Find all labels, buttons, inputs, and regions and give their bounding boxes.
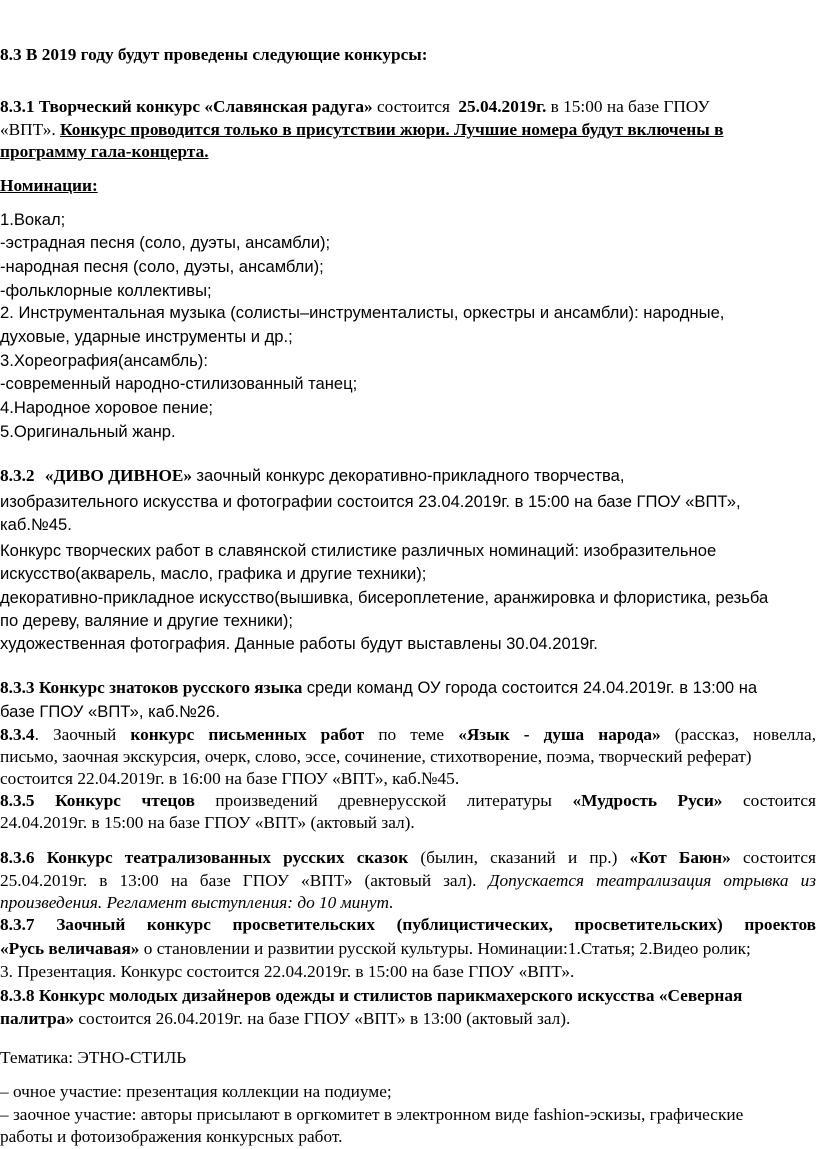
contest-836-italic: Допускается театрализация отрывка из <box>488 871 816 890</box>
nomination-item: 4.Народное хоровое пение; <box>0 398 214 417</box>
contest-831-number: 8.3.1 <box>0 97 35 116</box>
contest-831-note: Конкурс проводится только в присутствии жюри. Лучшие номера будут включены в <box>60 120 724 139</box>
contest-838-title: Конкурс молодых дизайнеров одежды и стилистов парикмахерского искусства «Северная <box>38 986 743 1005</box>
nomination-item: 2. Инструментальная музыка (солисты–инструменталисты, оркестры и ансамбли): народные, <box>0 303 725 322</box>
theme-line: Тематика: ЭТНО-СТИЛЬ <box>0 1048 187 1067</box>
contest-836-number: 8.3.6 <box>0 848 35 867</box>
contest-834-line-1: 8.3.4. Заочный конкурс письменных работ по теме «Язык - душа народа» (рассказ, новелла, <box>0 725 816 744</box>
contest-836-text: (былин, сказаний и пр.) <box>420 848 618 867</box>
contest-831-text: состоится <box>377 97 451 116</box>
contest-831-date: 25.04.2019г. <box>458 97 547 116</box>
contest-833-line-1 <box>0 677 757 699</box>
contest-837-line-2 <box>0 938 751 960</box>
contest-832-line: по дереву, валяние и другие техники); <box>0 611 294 630</box>
contest-832-number: 8.3.2 <box>0 466 35 485</box>
nomination-item: духовые, ударные инструменты и др.; <box>0 327 293 346</box>
contest-834-theme: «Язык - душа народа» <box>458 725 661 744</box>
contest-836-text: 25.04.2019г. в 13:00 на базе ГПОУ «ВПТ» (актовый зал). <box>0 871 477 890</box>
contest-834-text: Заочный <box>52 725 117 744</box>
contest-837-line-1 <box>0 914 816 936</box>
contest-837-title: Заочный конкурс просветительских (публицистических, просветительских) проектов <box>56 915 816 934</box>
contest-832-line: художественная фотография. Данные работы будут выставлены 30.04.2019г. <box>0 634 598 653</box>
contest-834-number: 8.3.4 <box>0 725 35 744</box>
contest-831-line-1 <box>0 96 710 118</box>
contest-836-theme: «Кот Баюн» <box>629 848 731 867</box>
contest-836-title: Конкурс театрализованных русских сказок <box>46 848 409 867</box>
contest-831-place: в 15:00 на базе ГПОУ <box>550 97 710 116</box>
contest-832-line: изобразительного искусства и фотографии состоится 23.04.2019г. в 15:00 на базе ГПОУ «ВПТ», <box>0 492 741 511</box>
nomination-item: 1.Вокал; <box>0 210 66 229</box>
contest-835-line-2: 24.04.2019г. в 15:00 на базе ГПОУ «ВПТ» (актовый зал). <box>0 813 415 832</box>
contest-837-number: 8.3.7 <box>0 915 35 934</box>
contest-835-title: Конкурс чтецов <box>55 791 195 810</box>
contest-831-title: Творческий конкурс «Славянская радуга» <box>38 97 373 116</box>
contest-835-theme: «Мудрость Руси» <box>572 791 723 810</box>
contest-831-org: «ВПТ». <box>0 120 56 139</box>
nomination-item: -эстрадная песня (соло, дуэты, ансамбли); <box>0 233 331 252</box>
contest-833-number: 8.3.3 <box>0 678 35 697</box>
contest-831-note-cont: программу гала-концерта. <box>0 142 209 161</box>
contest-835-text: состоится <box>742 791 816 810</box>
contest-836-line-2 <box>0 870 816 892</box>
contest-836-text: состоится <box>742 848 816 867</box>
nomination-item: 3.Хореография(ансамбль): <box>0 351 208 370</box>
nomination-item: -фольклорные коллективы; <box>0 281 212 300</box>
contest-832-line: каб.№45. <box>0 515 72 534</box>
nomination-item: 5.Оригинальный жанр. <box>0 422 176 441</box>
nomination-item: -современный народно-стилизованный танец; <box>0 374 358 393</box>
contest-833-title: Конкурс знатоков русского языка <box>38 678 303 697</box>
contest-832-line: декоративно-прикладное искусство(вышивка, бисероплетение, аранжировка и флористика, резьба <box>0 588 769 607</box>
contest-835-number: 8.3.5 <box>0 791 35 810</box>
contest-833-text: среди команд ОУ города состоится 24.04.2019г. в 13:00 на <box>306 678 758 697</box>
contest-837-line-3: 3. Презентация. Конкурс состоится 22.04.2019г. в 15:00 на базе ГПОУ «ВПТ». <box>0 962 575 981</box>
contest-838-number: 8.3.8 <box>0 986 35 1005</box>
section-heading: 8.3 В 2019 году будут проведены следующие конкурсы: <box>0 45 428 64</box>
contest-834-line-2: письмо, заочная экскурсия, очерк, слово, эссе, сочинение, стихотворение, поэма, творческий реферат) <box>0 747 752 766</box>
participation-item: – очное участие: презентация коллекции на подиуме; <box>0 1082 392 1101</box>
contest-837-text: о становлении и развитии русской культуры. Номинации:1.Статья; 2.Видео ролик; <box>143 939 751 958</box>
contest-835-text: произведений древнерусской литературы <box>215 791 552 810</box>
contest-835-line-1 <box>0 790 816 812</box>
contest-838-title-cont: палитра» <box>0 1009 74 1028</box>
contest-831-line-2 <box>0 119 723 141</box>
participation-item: – заочное участие: авторы присылают в оргкомитет в электронном виде fashion-эскизы, графические <box>0 1105 744 1124</box>
contest-832-line: Конкурс творческих работ в славянской стилистике различных номинаций: изобразительное <box>0 541 717 560</box>
contest-834-text: по теме <box>378 725 445 744</box>
nomination-item: -народная песня (соло, дуэты, ансамбли); <box>0 257 324 276</box>
contest-838-text: состоится 26.04.2019г. на базе ГПОУ «ВПТ» в 13:00 (актовый зал). <box>78 1009 571 1028</box>
contest-832-title: «ДИВО ДИВНОЕ» <box>44 466 193 485</box>
nominations-title: Номинации: <box>0 176 98 195</box>
contest-838-line-1 <box>0 985 742 1007</box>
contest-832-line-1 <box>0 465 625 487</box>
contest-834-text: (рассказ, новелла, <box>674 725 816 744</box>
contest-837-theme: «Русь величавая» <box>0 939 140 958</box>
contest-838-line-2 <box>0 1008 570 1030</box>
contest-836-line-3: произведения. Регламент выступления: до 10 минут. <box>0 893 394 912</box>
contest-836-line-1 <box>0 847 816 869</box>
contest-833-line-2: базе ГПОУ «ВПТ», каб.№26. <box>0 702 220 721</box>
contest-834-title: конкурс письменных работ <box>130 725 365 744</box>
participation-item: работы и фотоизображения конкурсных работ. <box>0 1127 343 1146</box>
contest-832-line: искусство(акварель, масло, графика и другие техники); <box>0 564 427 583</box>
contest-832-text: заочный конкурс декоративно-прикладного творчества, <box>196 466 625 485</box>
contest-834-line-3: состоится 22.04.2019г. в 16:00 на базе ГПОУ «ВПТ», каб.№45. <box>0 769 460 788</box>
